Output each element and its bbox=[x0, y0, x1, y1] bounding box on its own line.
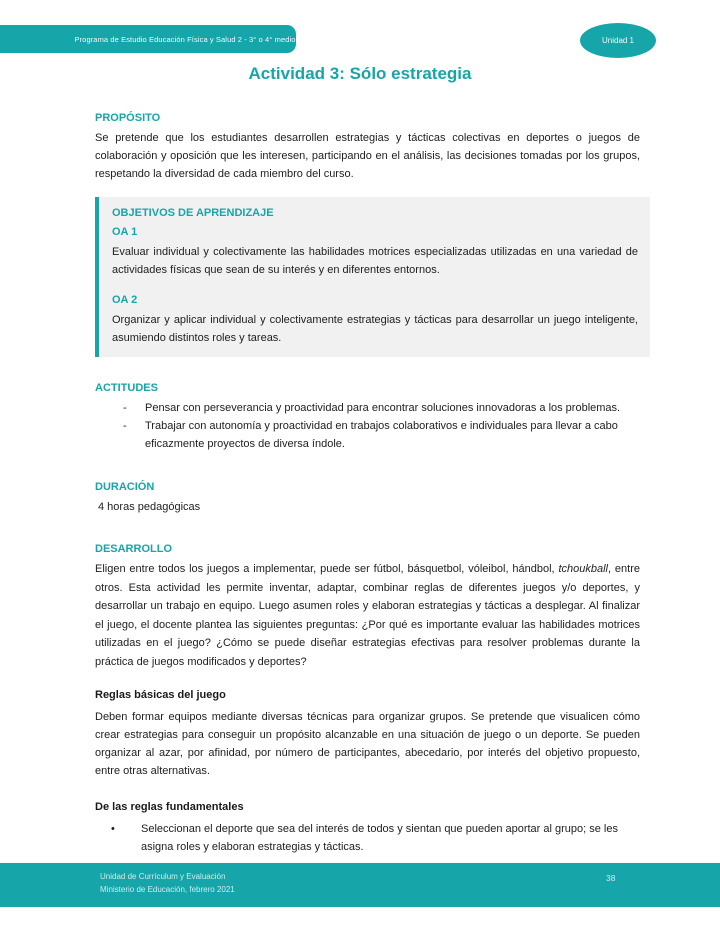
actitudes-item-text: Pensar con perseverancia y proactividad para encontrar soluciones innovadoras a los problemas. bbox=[145, 402, 621, 414]
page-number: 38 bbox=[606, 873, 616, 883]
oa2-text: Organizar y aplicar individual y colectivamente estrategias y tácticas para desarrollar un juego inteligente, asumiendo distintos roles y tareas. bbox=[112, 314, 638, 344]
oa1-label: OA 1 bbox=[112, 226, 138, 238]
list-item bbox=[123, 399, 640, 417]
actitudes-list bbox=[95, 399, 640, 453]
dash-bullet-icon: - bbox=[123, 420, 127, 432]
page-title: Actividad 3: Sólo estrategia bbox=[248, 64, 472, 83]
duracion-heading: DURACIÓN bbox=[95, 481, 155, 493]
desarrollo-heading: DESARROLLO bbox=[95, 543, 172, 555]
reglas-fundamentales-item-text: Seleccionan el deporte que sea del interés de todos y sientan que pueden aportar al grupo; se les asigna roles y elaboran estrategias y tácticas. bbox=[141, 823, 618, 853]
actitudes-heading: ACTITUDES bbox=[95, 382, 158, 394]
desarrollo-paragraph bbox=[95, 560, 640, 671]
oa1-text: Evaluar individual y colectivamente las habilidades motrices especializadas utilizadas en una variedad de actividades físicas que sean de su interés y en diferentes entornos. bbox=[112, 246, 638, 276]
proposito-paragraph: Se pretende que los estudiantes desarrollen estrategias y tácticas colectivas en deportes o juegos de colaboración y oposición que les interesen, participando en el análisis, las decisiones tomadas por los grupos, respetando la diversidad de cada miembro del curso. bbox=[95, 132, 640, 180]
reglas-fundamentales-list bbox=[95, 820, 640, 856]
footer-credits bbox=[100, 871, 235, 896]
header-program-label: Programa de Estudio Educación Física y Salud 2 - 3° o 4° medio bbox=[74, 34, 296, 44]
desarrollo-text-end: , entre otros. Esta actividad les permite inventar, adaptar, combinar reglas de diferentes juegos y/o deportes, y desarrollar un trabajo en equipo. Luego asumen roles y elaboran estrategias y tácticas a desplegar. Al finalizar el juego, el docente plantea las siguientes preguntas: ¿Por qué es importante evaluar las habilidades motrices utilizadas en el juego? ¿Cómo se puede diseñar estrategias efectivas para resolver problemas durante la práctica de juegos modificados y deportes? bbox=[95, 563, 640, 668]
desarrollo-italic-term: tchoukball bbox=[558, 563, 609, 575]
dash-bullet-icon: - bbox=[123, 402, 127, 414]
content-column bbox=[95, 106, 640, 856]
objetivos-box bbox=[95, 197, 650, 357]
objetivos-heading: OBJETIVOS DE APRENDIZAJE bbox=[112, 207, 274, 219]
reglas-basicas-heading: Reglas básicas del juego bbox=[95, 689, 226, 701]
footer-line1: Unidad de Currículum y Evaluación bbox=[100, 872, 226, 881]
unit-badge bbox=[580, 23, 656, 58]
footer-line2: Ministerio de Educación, febrero 2021 bbox=[100, 884, 235, 894]
reglas-fundamentales-heading: De las reglas fundamentales bbox=[95, 801, 244, 813]
dot-bullet-icon: • bbox=[111, 823, 115, 835]
list-item bbox=[111, 820, 640, 856]
actitudes-item-text: Trabajar con autonomía y proactividad en trabajos colaborativos e individuales para llevar a cabo eficazmente proyectos de diversa índole. bbox=[145, 420, 618, 450]
proposito-heading: PROPÓSITO bbox=[95, 112, 161, 124]
unit-badge-label: Unidad 1 bbox=[601, 36, 635, 45]
oa-spacer bbox=[112, 279, 638, 292]
duracion-value: 4 horas pedagógicas bbox=[98, 501, 201, 513]
list-item bbox=[123, 417, 640, 453]
header-program-bar bbox=[0, 25, 296, 53]
footer-bar bbox=[0, 863, 720, 907]
oa2-label: OA 2 bbox=[112, 294, 138, 306]
desarrollo-text-start: Eligen entre todos los juegos a implementar, puede ser fútbol, básquetbol, vóleibol, hándbol, bbox=[95, 563, 559, 575]
reglas-basicas-paragraph: Deben formar equipos mediante diversas técnicas para organizar grupos. Se pretende que visualicen cómo crear estrategias para conseguir un propósito alcanzable en una situación de juego o un deporte. Se pueden organizar al azar, por afinidad, por número de participantes, abecedario, por interés del objetivo propuesto, entre otras alternativas. bbox=[95, 711, 640, 777]
